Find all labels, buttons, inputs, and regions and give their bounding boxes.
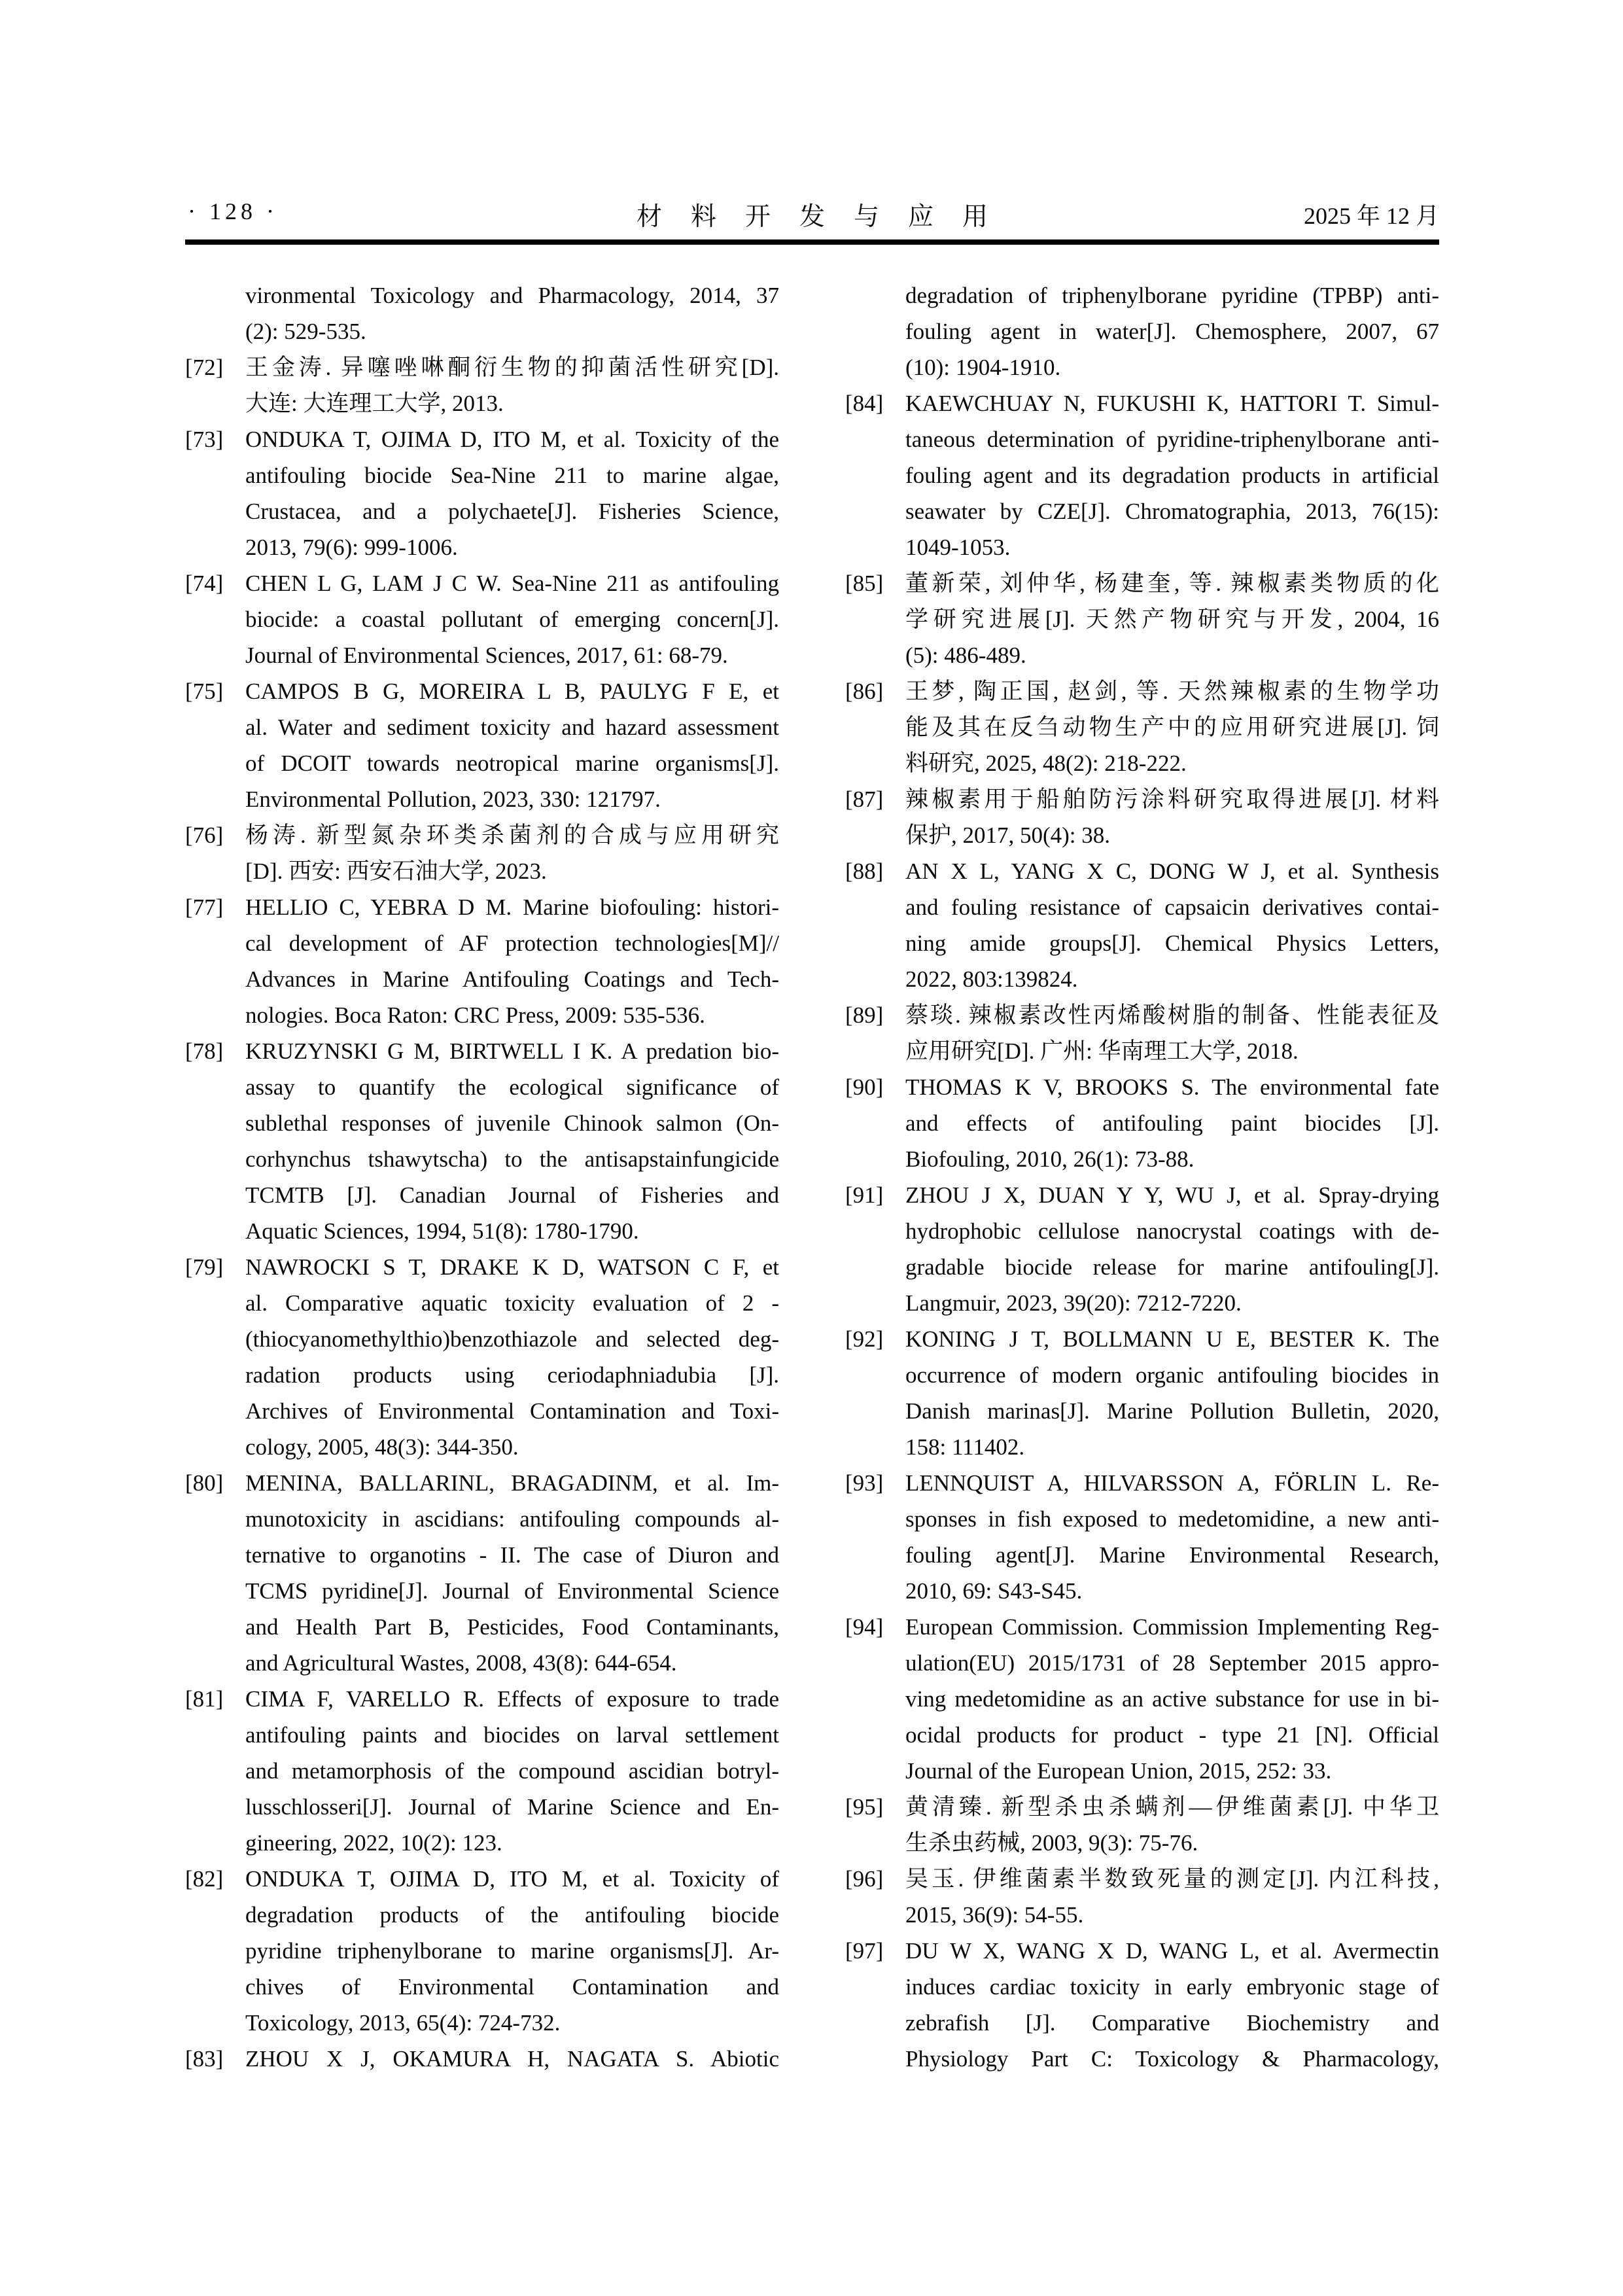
reference-line: 学研究进展[J]. 天然产物研究与开发, 2004, 16	[905, 607, 1439, 632]
reference-entry	[845, 385, 1439, 565]
page-number: · 128 ·	[188, 198, 278, 224]
reference-line: munotoxicity in ascidians: antifouling compounds al-	[245, 1506, 779, 1532]
reference-line: and metamorphosis of the compound ascidian botryl-	[245, 1758, 779, 1784]
reference-line: [D]. 西安: 西安石油大学, 2023.	[245, 858, 547, 884]
reference-entry	[185, 1861, 779, 2041]
reference-line: Danish marinas[J]. Marine Pollution Bulletin, 2020,	[905, 1398, 1439, 1424]
reference-line: 158: 111402.	[905, 1434, 1025, 1460]
reference-line: lusschlosseri[J]. Journal of Marine Science and En-	[245, 1794, 779, 1820]
reference-line: ONDUKA T, OJIMA D, ITO M, et al. Toxicity of the	[245, 427, 779, 452]
reference-line: and Health Part B, Pesticides, Food Contaminants,	[245, 1614, 779, 1640]
reference-label: [97]	[845, 1938, 884, 1964]
reference-line: Archives of Environmental Contamination and Toxi-	[245, 1398, 779, 1424]
reference-line: zebrafish [J]. Comparative Biochemistry and	[905, 2010, 1439, 2036]
reference-text	[905, 1861, 1439, 1933]
reference-label: [84]	[845, 391, 884, 416]
reference-line: taneous determination of pyridine-triphenylborane anti-	[905, 427, 1439, 452]
reference-line: chives of Environmental Contamination and	[245, 1974, 779, 2000]
reference-line: European Commission. Commission Implementing Reg-	[905, 1614, 1439, 1640]
reference-line: Crustacea, and a polychaete[J]. Fisheries Science,	[245, 499, 779, 524]
reference-text	[905, 1177, 1439, 1321]
reference-line: sublethal responses of juvenile Chinook salmon (On-	[245, 1110, 779, 1136]
reference-line: CIMA F, VARELLO R. Effects of exposure to trade	[245, 1686, 779, 1712]
reference-label: [87]	[845, 786, 884, 812]
reference-line: Biofouling, 2010, 26(1): 73-88.	[905, 1146, 1195, 1172]
reference-line: Journal of Environmental Sciences, 2017, 61: 68-79.	[245, 643, 728, 668]
reference-text	[905, 781, 1439, 853]
reference-label	[185, 277, 245, 349]
journal-header	[185, 194, 1439, 230]
reference-label: [91]	[845, 1182, 884, 1208]
reference-line: ulation(EU) 2015/1731 of 28 September 2015 appro-	[905, 1650, 1439, 1676]
reference-line: seawater by CZE[J]. Chromatographia, 2013, 76(15):	[905, 499, 1439, 524]
reference-line: radation products using ceriodaphniadubia [J].	[245, 1362, 779, 1388]
reference-label: [74]	[185, 571, 224, 596]
reference-line: and Agricultural Wastes, 2008, 43(8): 644-654.	[245, 1650, 677, 1676]
reference-label: [90]	[845, 1074, 884, 1100]
reference-label: [81]	[185, 1686, 224, 1712]
reference-line: antifouling paints and biocides on larval settlement	[245, 1722, 779, 1748]
reference-text	[905, 853, 1439, 997]
reference-line: 大连: 大连理工大学, 2013.	[245, 391, 504, 416]
reference-entry	[845, 997, 1439, 1069]
reference-line: 2015, 36(9): 54-55.	[905, 1902, 1084, 1928]
reference-entry	[185, 1681, 779, 1861]
header-rule	[185, 239, 1439, 245]
reference-entry	[185, 889, 779, 1033]
reference-line: CHEN L G, LAM J C W. Sea-Nine 211 as antifouling	[245, 571, 779, 596]
reference-line: ving medetomidine as an active substance for use in bi-	[905, 1686, 1439, 1712]
reference-entry	[845, 565, 1439, 673]
reference-label: [89]	[845, 1002, 884, 1028]
reference-label: [79]	[185, 1254, 224, 1280]
reference-line: DU W X, WANG X D, WANG L, et al. Avermectin	[905, 1938, 1439, 1964]
reference-line: 生杀虫药械, 2003, 9(3): 75-76.	[905, 1830, 1198, 1856]
reference-label: [72]	[185, 355, 224, 380]
reference-entry	[845, 1789, 1439, 1861]
reference-text	[905, 1789, 1439, 1861]
reference-line: and fouling resistance of capsaicin derivatives contai-	[905, 894, 1439, 920]
reference-line: 料研究, 2025, 48(2): 218-222.	[905, 751, 1187, 776]
reference-line: occurrence of modern organic antifouling biocides in	[905, 1362, 1439, 1388]
reference-line: gradable biocide release for marine antifouling[J].	[905, 1254, 1439, 1280]
reference-line: corhynchus tshawytscha) to the antisapstainfungicide	[245, 1146, 779, 1172]
reference-label: [93]	[845, 1470, 884, 1496]
reference-entry	[845, 853, 1439, 997]
reference-line: fouling agent[J]. Marine Environmental Research,	[905, 1542, 1439, 1568]
references-section	[185, 277, 1439, 2077]
reference-entry	[845, 1465, 1439, 1609]
reference-entry	[845, 1069, 1439, 1177]
reference-text	[905, 565, 1439, 673]
reference-line: al. Comparative aquatic toxicity evaluation of 2 -	[245, 1290, 779, 1316]
reference-line: Environmental Pollution, 2023, 330: 121797.	[245, 786, 661, 812]
reference-line: 王梦, 陶正国, 赵剑, 等. 天然辣椒素的生物学功	[905, 679, 1439, 704]
reference-line: ZHOU J X, DUAN Y Y, WU J, et al. Spray-drying	[905, 1182, 1439, 1208]
reference-text	[245, 421, 779, 565]
reference-line: 辣椒素用于船舶防污涂料研究取得进展[J]. 材料	[905, 786, 1439, 812]
reference-line: THOMAS K V, BROOKS S. The environmental fate	[905, 1074, 1439, 1100]
reference-label: [92]	[845, 1326, 884, 1352]
reference-line: pyridine triphenylborane to marine organisms[J]. Ar-	[245, 1938, 779, 1964]
reference-line: (thiocyanomethylthio)benzothiazole and selected deg-	[245, 1326, 779, 1352]
reference-line: ternative to organotins - II. The case of Diuron and	[245, 1542, 779, 1568]
reference-label: [86]	[845, 679, 884, 704]
reference-entry	[185, 1033, 779, 1249]
reference-line: Physiology Part C: Toxicology & Pharmacology,	[905, 2046, 1439, 2072]
reference-line: Langmuir, 2023, 39(20): 7212-7220.	[905, 1290, 1242, 1316]
reference-text	[245, 1033, 779, 1249]
reference-line: Toxicology, 2013, 65(4): 724-732.	[245, 2010, 561, 2036]
reference-line: KRUZYNSKI G M, BIRTWELL I K. A predation bio-	[245, 1038, 779, 1064]
reference-entry	[185, 673, 779, 817]
reference-text	[245, 1249, 779, 1465]
reference-line: ning amide groups[J]. Chemical Physics Letters,	[905, 930, 1439, 956]
reference-line: al. Water and sediment toxicity and hazard assessment	[245, 715, 779, 740]
reference-line: and effects of antifouling paint biocides [J].	[905, 1110, 1439, 1136]
reference-entry	[845, 1861, 1439, 1933]
reference-line: 王金涛. 异噻唑啉酮衍生物的抑菌活性研究[D].	[245, 355, 779, 380]
reference-line: of DCOIT towards neotropical marine organisms[J].	[245, 751, 779, 776]
reference-line: 吴玉. 伊维菌素半数致死量的测定[J]. 内江科技,	[905, 1866, 1439, 1892]
reference-line: biocide: a coastal pollutant of emerging concern[J].	[245, 607, 779, 632]
reference-entry	[845, 781, 1439, 853]
reference-label: [83]	[185, 2046, 224, 2072]
reference-text	[905, 1069, 1439, 1177]
reference-text	[905, 277, 1439, 385]
reference-line: ZHOU X J, OKAMURA H, NAGATA S. Abiotic	[245, 2046, 779, 2072]
reference-text	[905, 997, 1439, 1069]
reference-text	[245, 277, 779, 349]
reference-line: AN X L, YANG X C, DONG W J, et al. Synthesis	[905, 858, 1439, 884]
reference-entry	[185, 349, 779, 421]
reference-line: cal development of AF protection technologies[M]//	[245, 930, 779, 956]
reference-line: Aquatic Sciences, 1994, 51(8): 1780-1790.	[245, 1218, 639, 1244]
reference-text	[245, 1861, 779, 2041]
reference-line: 蔡琰. 辣椒素改性丙烯酸树脂的制备、性能表征及	[905, 1002, 1439, 1028]
reference-entry	[185, 1465, 779, 1681]
reference-line: (5): 486-489.	[905, 643, 1026, 668]
reference-line: 黄清臻. 新型杀虫杀螨剂—伊维菌素[J]. 中华卫	[905, 1794, 1439, 1820]
reference-text	[245, 1465, 779, 1681]
issue-date: 2025 年 12 月	[1303, 203, 1439, 229]
reference-entry	[845, 1321, 1439, 1465]
reference-label: [95]	[845, 1794, 884, 1820]
reference-line: hydrophobic cellulose nanocrystal coatings with de-	[905, 1218, 1439, 1244]
reference-line: (2): 529-535.	[245, 319, 366, 344]
reference-label: [85]	[845, 571, 884, 596]
reference-line: antifouling biocide Sea-Nine 211 to marine algae,	[245, 463, 779, 488]
reference-line: KAEWCHUAY N, FUKUSHI K, HATTORI T. Simul-	[905, 391, 1439, 416]
reference-line: gineering, 2022, 10(2): 123.	[245, 1830, 502, 1856]
reference-text	[245, 349, 779, 421]
reference-line: 应用研究[D]. 广州: 华南理工大学, 2018.	[905, 1038, 1299, 1064]
reference-label: [96]	[845, 1866, 884, 1892]
reference-line: vironmental Toxicology and Pharmacology, 2014, 37	[245, 283, 779, 308]
reference-entry	[185, 2041, 779, 2077]
reference-line: ocidal products for product - type 21 [N]. Official	[905, 1722, 1439, 1748]
reference-entry	[185, 565, 779, 673]
reference-line: induces cardiac toxicity in early embryonic stage of	[905, 1974, 1439, 2000]
reference-line: CAMPOS B G, MOREIRA L B, PAULYG F E, et	[245, 679, 779, 704]
reference-label: [88]	[845, 858, 884, 884]
reference-entry	[185, 1249, 779, 1465]
reference-line: TCMS pyridine[J]. Journal of Environmental Science	[245, 1578, 779, 1604]
reference-label: [75]	[185, 679, 224, 704]
reference-line: nologies. Boca Raton: CRC Press, 2009: 535-536.	[245, 1002, 705, 1028]
reference-line: 保护, 2017, 50(4): 38.	[905, 822, 1111, 848]
reference-line: 1049-1053.	[905, 535, 1011, 560]
reference-line: degradation of triphenylborane pyridine (TPBP) anti-	[905, 283, 1439, 308]
reference-label: [94]	[845, 1614, 884, 1640]
reference-line: 2010, 69: S43-S45.	[905, 1578, 1083, 1604]
reference-text	[245, 2041, 779, 2077]
reference-entry	[845, 1609, 1439, 1789]
reference-line: (10): 1904-1910.	[905, 355, 1061, 380]
reference-text	[905, 385, 1439, 565]
reference-line: assay to quantify the ecological significance of	[245, 1074, 779, 1100]
reference-text	[245, 673, 779, 817]
reference-line: MENINA, BALLARINL, BRAGADINM, et al. Im-	[245, 1470, 779, 1496]
reference-line: LENNQUIST A, HILVARSSON A, FÖRLIN L. Re-	[905, 1470, 1439, 1496]
reference-line: 董新荣, 刘仲华, 杨建奎, 等. 辣椒素类物质的化	[905, 571, 1439, 596]
reference-line: fouling agent and its degradation products in artificial	[905, 463, 1439, 488]
reference-label: [73]	[185, 427, 224, 452]
reference-line: TCMTB [J]. Canadian Journal of Fisheries and	[245, 1182, 779, 1208]
reference-text	[905, 1465, 1439, 1609]
reference-line: KONING J T, BOLLMANN U E, BESTER K. The	[905, 1326, 1439, 1352]
journal-title: 材料开发与应用	[636, 203, 1017, 231]
reference-label: [76]	[185, 822, 224, 848]
reference-label: [77]	[185, 894, 224, 920]
reference-label: [82]	[185, 1866, 224, 1892]
reference-line: Journal of the European Union, 2015, 252: 33.	[905, 1758, 1332, 1784]
reference-line: ONDUKA T, OJIMA D, ITO M, et al. Toxicity of	[245, 1866, 779, 1892]
references-column-right	[845, 277, 1439, 2077]
reference-text	[905, 673, 1439, 781]
reference-text	[245, 1681, 779, 1861]
reference-entry	[845, 673, 1439, 781]
reference-entry	[185, 421, 779, 565]
reference-entry	[185, 277, 779, 349]
reference-line: cology, 2005, 48(3): 344-350.	[245, 1434, 519, 1460]
reference-line: HELLIO C, YEBRA D M. Marine biofouling: histori-	[245, 894, 779, 920]
reference-line: 能及其在反刍动物生产中的应用研究进展[J]. 饲	[905, 715, 1439, 740]
reference-line: sponses in fish exposed to medetomidine, a new anti-	[905, 1506, 1439, 1532]
reference-line: NAWROCKI S T, DRAKE K D, WATSON C F, et	[245, 1254, 779, 1280]
reference-text	[245, 889, 779, 1033]
reference-text	[245, 817, 779, 889]
reference-entry	[185, 817, 779, 889]
reference-entry	[845, 1177, 1439, 1321]
reference-line: Advances in Marine Antifouling Coatings and Tech-	[245, 966, 779, 992]
reference-line: 2022, 803:139824.	[905, 966, 1078, 992]
reference-line: 杨涛. 新型氮杂环类杀菌剂的合成与应用研究	[245, 822, 779, 848]
reference-line: degradation products of the antifouling biocide	[245, 1902, 779, 1928]
reference-entry	[845, 1933, 1439, 2077]
reference-entry	[845, 277, 1439, 385]
reference-line: 2013, 79(6): 999-1006.	[245, 535, 458, 560]
reference-text	[905, 1321, 1439, 1465]
reference-text	[905, 1933, 1439, 2077]
reference-label: [78]	[185, 1038, 224, 1064]
reference-line: fouling agent in water[J]. Chemosphere, 2007, 67	[905, 319, 1439, 344]
references-column-left	[185, 277, 779, 2077]
reference-label: [80]	[185, 1470, 224, 1496]
reference-text	[905, 1609, 1439, 1789]
reference-text	[245, 565, 779, 673]
reference-label	[845, 277, 905, 385]
